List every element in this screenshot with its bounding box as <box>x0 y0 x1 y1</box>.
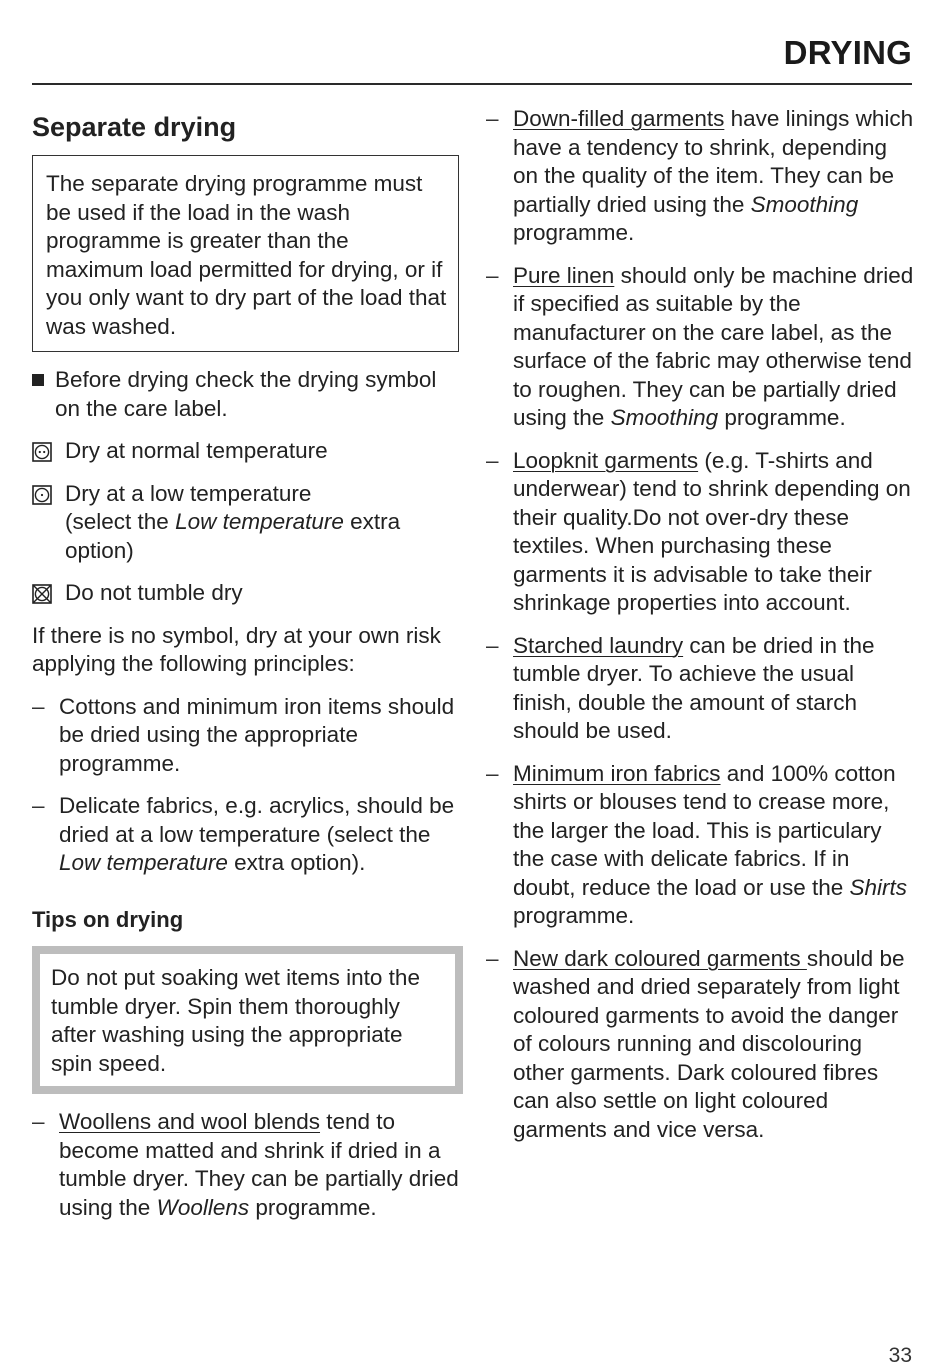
bullet-text: Before drying check the drying symbol on the care label. <box>55 367 437 421</box>
dash-bullet: – <box>486 447 499 473</box>
list-item: – Delicate fabrics, e.g. acrylics, should be dried at a low temperature (select the Low temperature extra option). <box>32 792 462 878</box>
left-column <box>32 105 462 1236</box>
symbol-row-low <box>32 480 462 566</box>
dash-bullet: – <box>486 262 499 288</box>
page-number: 33 <box>888 1344 912 1367</box>
tip-box: Do not put soaking wet items into the tumble dryer. Spin them thoroughly after washing using the appropriate spin speed. <box>32 946 463 1094</box>
symbol-low-text: Dry at a low temperature (select the Low temperature extra option) <box>65 480 401 563</box>
list-item: – New dark coloured garments should be washed and dried separately from light coloured garments to avoid the danger of colours running and discolouring other garments. Dark coloured fibres can also settle on light coloured garments and vice versa. <box>486 945 916 1145</box>
page-header-title: DRYING <box>783 34 912 71</box>
dash-bullet: – <box>486 945 499 971</box>
tumble-dry-normal-icon <box>32 437 65 466</box>
list-item: – Loopknit garments (e.g. T-shirts and underwear) tend to shrink depending on their quality.Do not over-dry these textiles. When purchasing these garments it is advisable to take their shrinkage properties into account. <box>486 447 916 618</box>
dash-bullet: – <box>486 106 499 131</box>
dash-bullet: – <box>486 760 499 786</box>
dash-bullet: – <box>32 693 45 719</box>
dash-bullet: – <box>32 793 45 818</box>
list-item: – Starched laundry can be dried in the tumble dryer. To achieve the usual finish, double the amount of starch should be used. <box>486 632 916 746</box>
list-item: – Woollens and wool blends tend to become matted and shrink if dried in a tumble dryer. They can be partially dried using the Woollens programme. <box>32 1108 462 1222</box>
symbol-normal-text: Dry at normal temperature <box>65 438 328 463</box>
header-divider <box>32 83 912 85</box>
info-box: The separate drying programme must be used if the load in the wash programme is greater than the maximum load permitted for drying, or if you only want to dry part of the load that was washed. <box>32 155 459 352</box>
symbol-row-none <box>32 579 462 608</box>
dash-bullet: – <box>32 1109 45 1134</box>
list-item: – Down-filled garments have linings which have a tendency to shrink, depending on the quality of the item. They can be partially dried using the Smoothing programme. <box>486 105 916 248</box>
symbol-row-normal <box>32 437 462 466</box>
list-item: – Pure linen should only be machine dried if specified as suitable by the manufacturer on the care label, as the surface of the fabric may otherwise tend to roughen. They can be partially dried using the Smoothing programme. <box>486 262 916 433</box>
tumble-dry-low-icon <box>32 480 65 566</box>
section-title: Separate drying <box>32 112 237 142</box>
do-not-tumble-dry-icon <box>32 579 65 608</box>
list-item: – Minimum iron fabrics and 100% cotton shirts or blouses tend to crease more, the larger the load. This is particulary the case with delicate fabrics. If in doubt, reduce the load or use the Shirts programme. <box>486 760 916 931</box>
bullet-item <box>32 366 462 423</box>
no-symbol-paragraph: If there is no symbol, dry at your own risk applying the following principles: <box>32 622 441 676</box>
right-column <box>486 105 916 1158</box>
tips-heading: Tips on drying <box>32 906 184 932</box>
square-bullet-icon <box>32 366 55 423</box>
list-item: – Cottons and minimum iron items should be dried using the appropriate programme. <box>32 693 462 779</box>
symbol-none-text: Do not tumble dry <box>65 580 243 605</box>
dash-bullet: – <box>486 632 499 658</box>
